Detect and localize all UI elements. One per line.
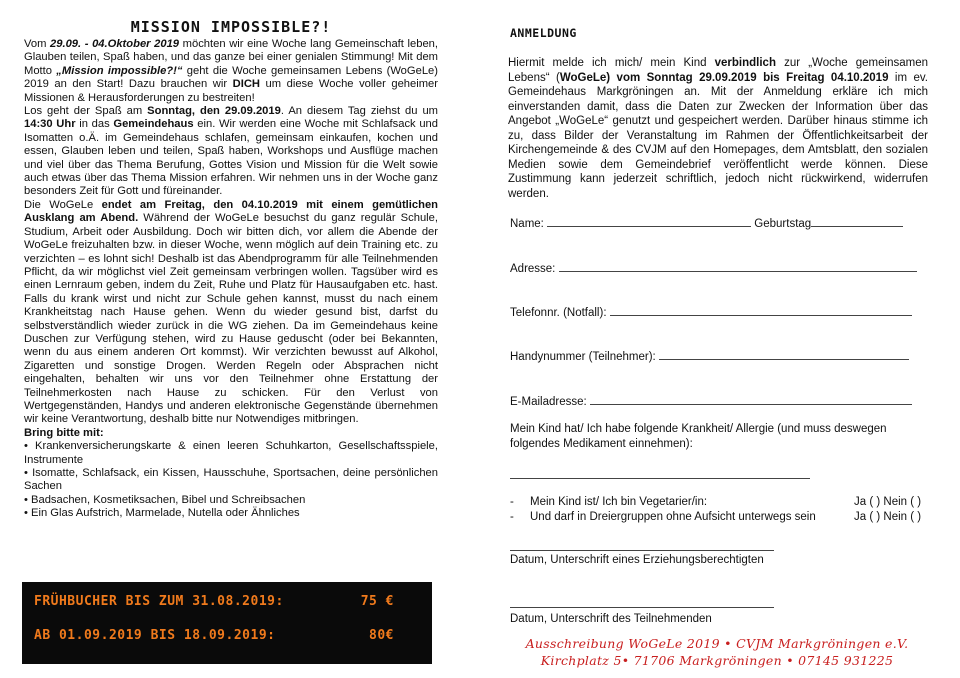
price-amount: 80€ xyxy=(369,628,394,643)
phone-line[interactable] xyxy=(610,305,912,316)
text-segment: in das xyxy=(75,118,114,131)
phone-field[interactable] xyxy=(510,305,912,319)
text-segment: Los geht der Spaß am xyxy=(24,105,148,118)
intro-text xyxy=(24,38,438,521)
emphasis: DICH xyxy=(232,78,260,91)
page-title: MISSION IMPOSSIBLE?! xyxy=(130,18,332,36)
end-info: endet am Freitag, den 04.10.2019 mit einem gemütlichen Ausklang am Abend. xyxy=(24,198,439,225)
option-label: Mein Kind ist/ Ich bin Vegetarier/in: xyxy=(530,496,708,508)
email-line[interactable] xyxy=(590,394,912,405)
guardian-signature-label: Datum, Unterschrift eines Erziehungsberechtigten xyxy=(510,554,764,566)
option-label: Und darf in Dreiergruppen ohne Aufsicht unterwegs sein xyxy=(530,511,816,523)
name-line[interactable] xyxy=(547,216,751,227)
text-segment: Vom xyxy=(24,38,51,50)
price-row-early xyxy=(34,594,394,609)
text-segment: möchten wir eine Woche lang Gemeinschaft leben, Glauben teilen, Spaß haben, und das ganze bei einer genialen Stimmung! Mit dem Motto xyxy=(24,38,438,77)
mobile-field[interactable] xyxy=(510,349,909,363)
list-item: • Ein Glas Aufstrich, Marmelade, Nutella oder Ähnliches xyxy=(24,507,300,520)
event-period: WoGeLe) vom Sonntag 29.09.2019 bis Freitag 04.10.2019 xyxy=(559,71,889,84)
start-time: 14:30 Uhr xyxy=(24,118,76,131)
participant-signature-line[interactable] xyxy=(510,607,774,608)
price-box xyxy=(22,582,432,664)
illness-label: Mein Kind hat/ Ich habe folgende Krankheit/ Allergie (und muss deswegen folgendes Medikament einnehmen): xyxy=(510,423,887,450)
right-column xyxy=(508,18,928,658)
list-item: • Krankenversicherungskarte & einen leeren Schuhkarton, Gesellschaftsspiele, Instrumente xyxy=(24,440,438,466)
field-label: Telefonnr. (Notfall): xyxy=(510,307,607,319)
text-segment: im ev. Gemeindehaus Markgröningen an. Mit der Anmeldung erkläre ich mich einverstanden damit, dass die Daten zur Zwecken der Information über das Angebot „WoGeLe“ genutzt und gespeichert werden. Darüber hinaus stimme ich zu, dass Bilder der Veranstaltung im Rahmen der Öffentlichkeitsarbeit der Kirchengemeinde & des CVJM auf den Homepages, dem Amtsblatt, den sozialen Medien sowie dem Gemeindebrief veröffentlicht werde können. Diese Zustimmung kann jederzeit schriftlich, jedoch nicht rückwirkend, widerrufen werden. xyxy=(508,71,928,200)
bullet-dash: - xyxy=(510,496,514,508)
footer-line-2: Kirchplatz 5• 71706 Markgröningen • 07145 931225 xyxy=(540,653,894,668)
list-item: • Isomatte, Schlafsack, ein Kissen, Hausschuhe, Sportsachen, deine persönlichen Sachen xyxy=(24,467,438,493)
text-segment: Während der WoGeLe besuchst du ganz regulär Schule, Studium, Arbeit oder Ausbildung. Doch wir bitten dich, vor allem die Abende der WoGeLe freizuhalten bzw. in dieser Woche, wenn möglich auf dein Training etc. zu verzichten – es lohnt sich! Deshalb ist das Abendprogramm für alle Teilnehmenden Pflicht, da wir möglichst viel Zeit gemeinsam verbringen wollen. Tagsüber wird es einen Lernraum geben, indem du Zeit, Ruhe und Platz für Hausaufgaben etc. hast. Falls du krank wirst und nicht zur Schule gehen kannst, musst du nach einem Krankheitstag nach Hause gehen. Wenn du wieder gesund bist, darfst du selbstverständlich wieder zurück in die WG ziehen. Da im Gemeindehaus keine Duschen zur Verfügung stehen, wird zu Hause geduscht (oder bei Bekannten, wenn du aus einem anderen Ort kommst). Wir verzichten bewusst auf Alkohol, Zigaretten und sonstige Drogen. Werden Regeln oder Absprachen nicht eingehalten, behalten wir uns vor den Teilnehmer ohne Erstattung der Teilnehmerkosten nach Hause zu schicken. Für den Verlust von Wertgegenständen, Handys und anderen elektronische Gegenstände übernehmen wir keine Verantwortung, deshalb bitte nur Notwendiges mitbringen. xyxy=(24,212,438,426)
field-label: Handynummer (Teilnehmer): xyxy=(510,351,656,363)
price-label: AB 01.09.2019 BIS 18.09.2019: xyxy=(34,628,276,643)
yes-no-choice[interactable]: Ja ( ) Nein ( ) xyxy=(854,496,922,508)
bullet-dash: - xyxy=(510,511,514,523)
participant-signature-label: Datum, Unterschrift des Teilnehmenden xyxy=(510,613,712,625)
registration-heading: ANMELDUNG xyxy=(510,26,577,40)
address-field[interactable] xyxy=(510,261,917,275)
bring-list xyxy=(24,440,438,520)
consent-text xyxy=(508,56,928,201)
email-field[interactable] xyxy=(510,394,912,408)
start-day: Sonntag, den 29.09.2019 xyxy=(147,105,281,118)
footer-line-1: Ausschreibung WoGeLe 2019 • CVJM Markgröningen e.V. xyxy=(525,636,909,651)
text-segment: um diese Woche voller geheimer Missionen & Herausforderungen zu bestreiten! xyxy=(24,78,438,104)
event-dates: 29.09. - 04.Oktober 2019 xyxy=(50,38,180,50)
text-segment: geht die Woche gemeinsamen Lebens (WoGeLe) 2019 an den Start! Dazu brauchen wir xyxy=(24,64,439,91)
text-segment: zur „Woche gemeinsamen Lebens“ ( xyxy=(508,57,928,84)
emphasis: verbindlich xyxy=(714,57,776,69)
vegetarian-row xyxy=(510,496,926,508)
paragraph-intro xyxy=(24,38,438,105)
illness-line[interactable] xyxy=(510,478,810,479)
list-item: • Badsachen, Kosmetiksachen, Bibel und Schreibsachen xyxy=(24,493,306,506)
birthday-line[interactable] xyxy=(811,216,903,227)
price-row-late xyxy=(34,628,394,643)
field-label: E-Mailadresse: xyxy=(510,396,587,408)
text-segment: ein. Wir werden eine Woche mit Schlafsack und Isomatten o.Ä. im Gemeindehaus schlafen, gemeinsam einkaufen, kochen und essen, Glauben leben und teilen, Spaß haben, Workshops und Ausflüge machen und viel über das Thema Berufung, Gottes Vision und Mission für die Welt sowie auch etwas über das Thema Mission erfahren. Wir nehmen uns in der Woche ganz besonders Zeit für Gott und füreinander. xyxy=(24,118,438,198)
text-segment: Die WoGeLe xyxy=(24,198,102,211)
text-segment: . An diesem Tag ziehst du um xyxy=(280,105,439,118)
yes-no-choice[interactable]: Ja ( ) Nein ( ) xyxy=(854,511,922,523)
address-line[interactable] xyxy=(559,261,917,272)
price-label: FRÜHBUCHER BIS ZUM 31.08.2019: xyxy=(34,594,284,609)
mobile-line[interactable] xyxy=(659,349,909,360)
field-label: Adresse: xyxy=(510,263,556,275)
price-amount: 75 € xyxy=(360,594,394,609)
paragraph-start xyxy=(24,105,438,199)
field-label: Name: xyxy=(510,218,544,230)
location: Gemeindehaus xyxy=(113,118,194,131)
group-permission-row xyxy=(510,511,926,523)
paragraph-rules xyxy=(24,199,438,427)
motto: „Mission impossible?!“ xyxy=(56,64,183,77)
text-segment: Hiermit melde ich mich/ mein Kind xyxy=(508,57,715,69)
bring-title: Bring bitte mit: xyxy=(24,426,104,439)
guardian-signature-line[interactable] xyxy=(510,550,774,551)
left-column xyxy=(24,18,438,521)
name-field[interactable] xyxy=(510,216,903,230)
field-label: Geburtstag xyxy=(754,218,812,230)
